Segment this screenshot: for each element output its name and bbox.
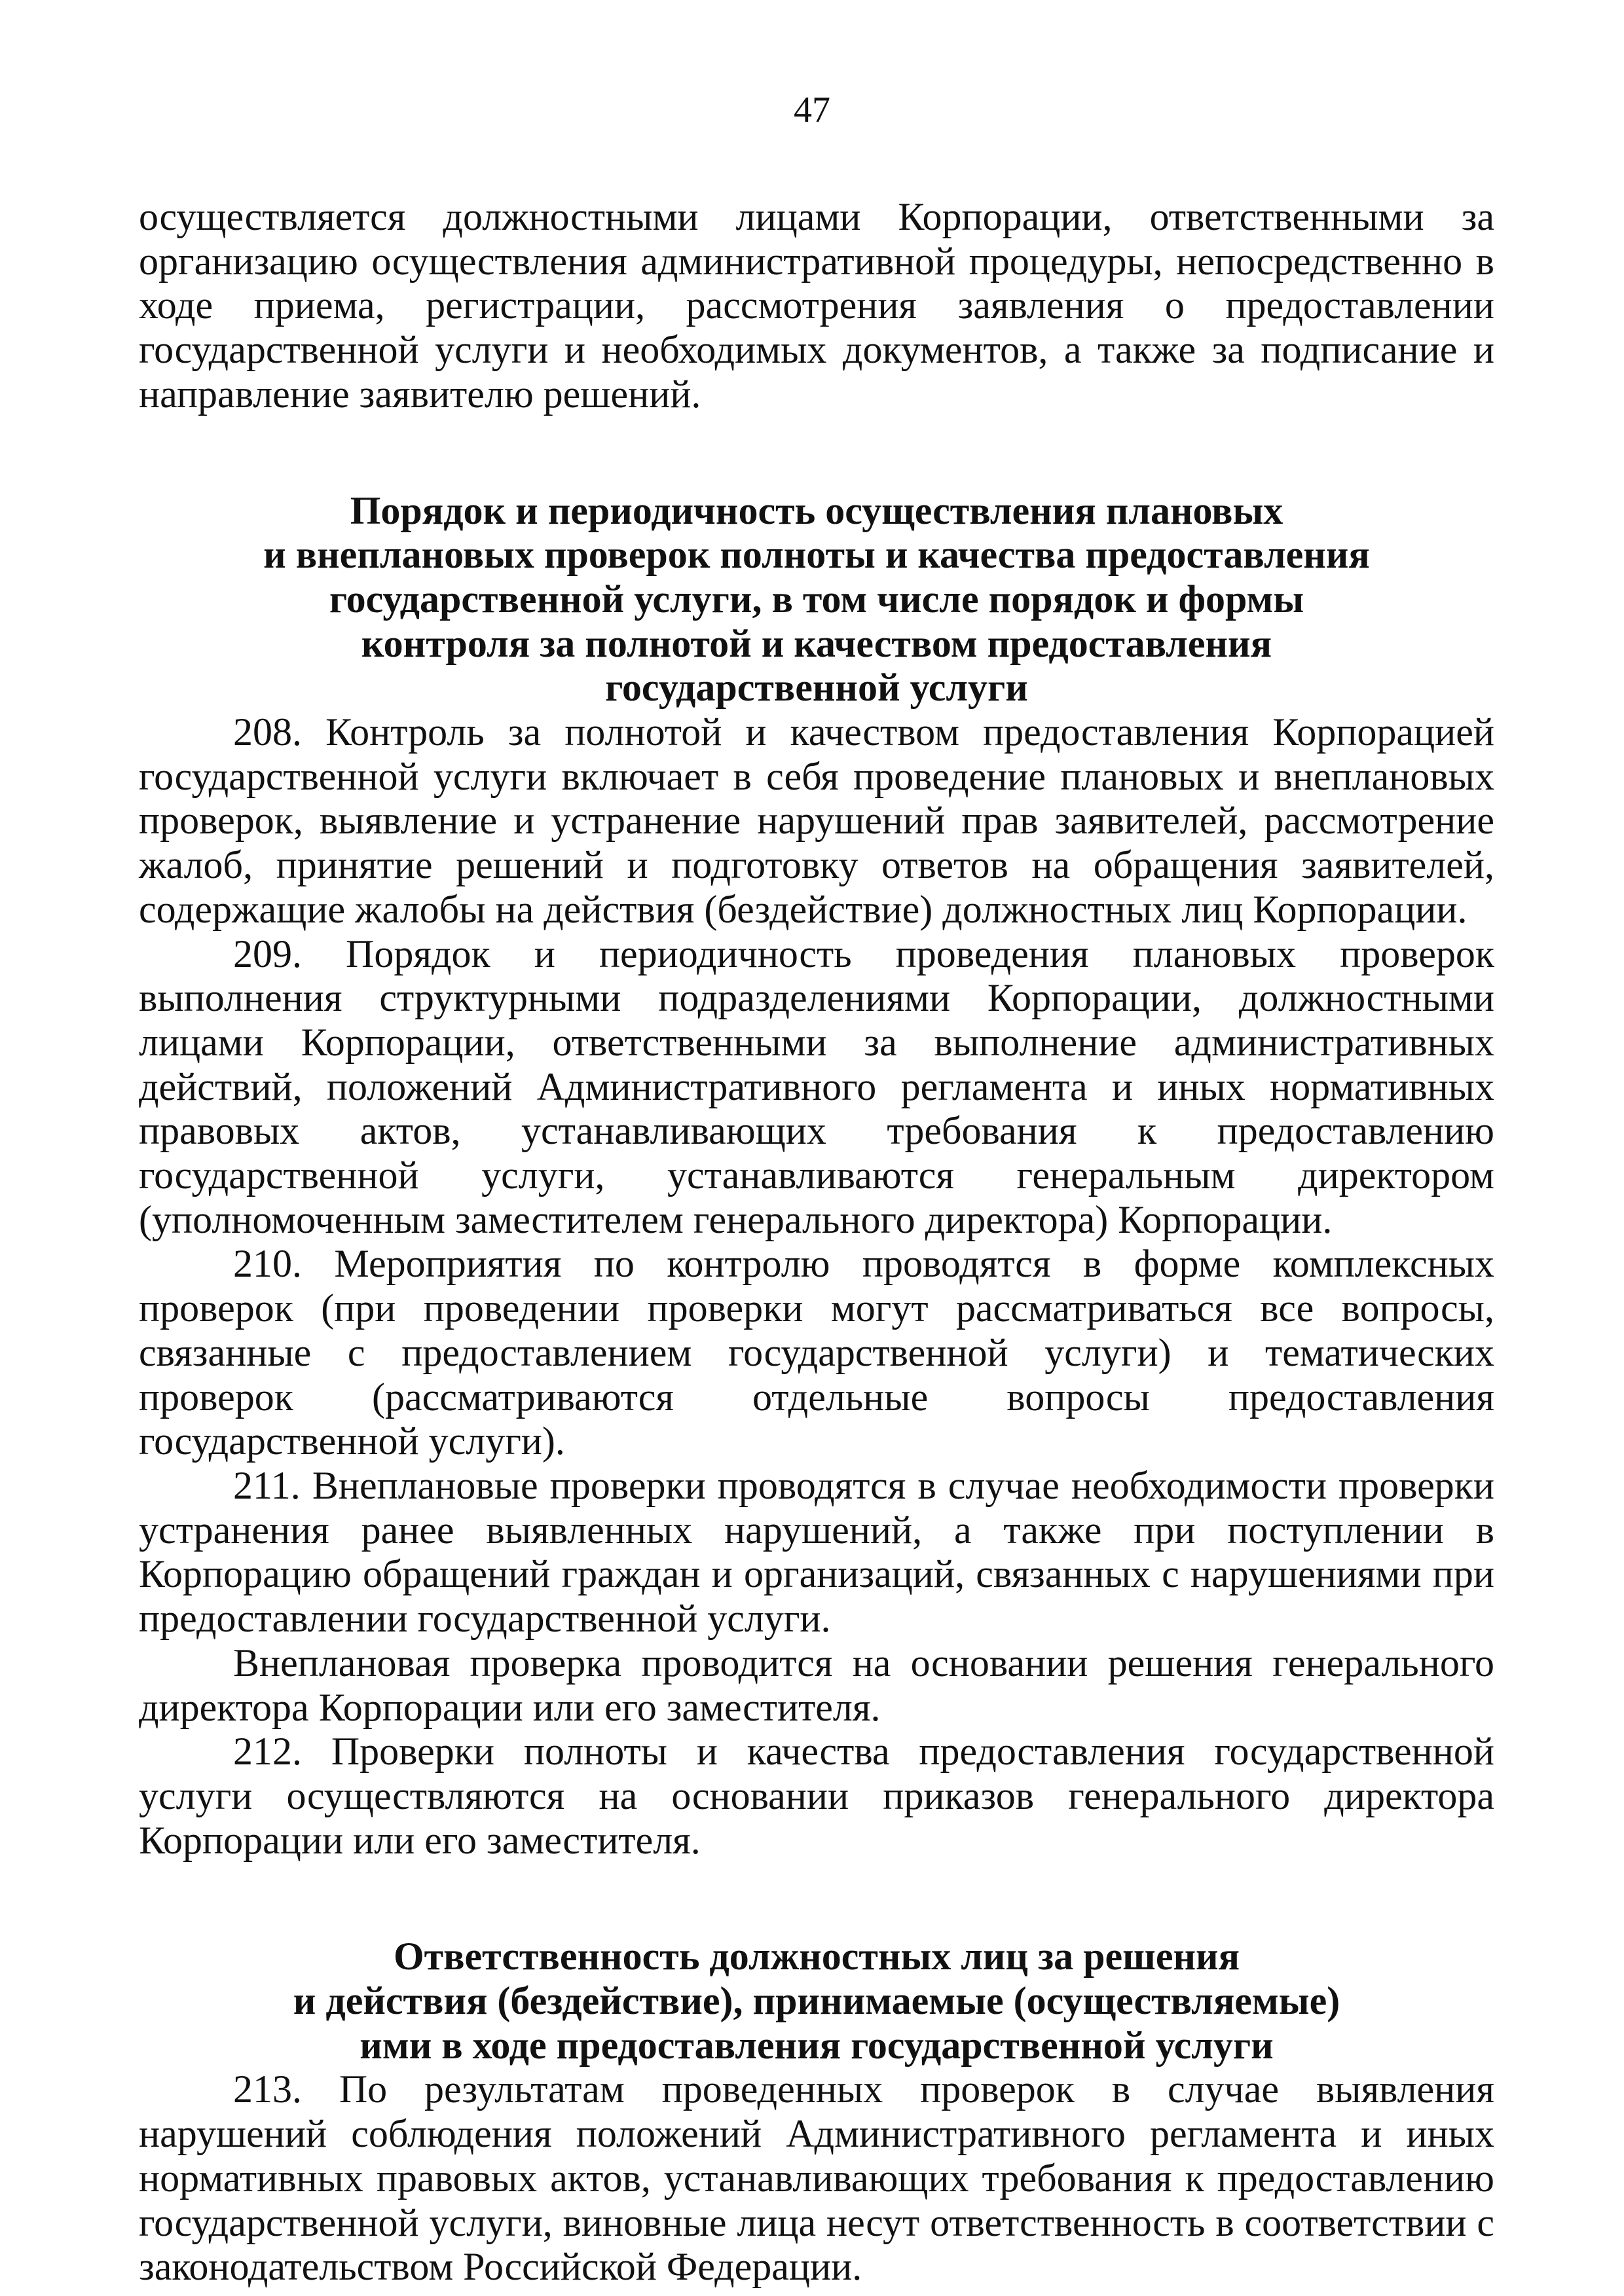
heading-line: государственной услуги bbox=[605, 666, 1028, 710]
page-number: 47 bbox=[794, 90, 830, 130]
heading-line: и действия (бездействие), принимаемые (осуществляемые) bbox=[293, 1979, 1340, 2023]
spacer bbox=[139, 1863, 1494, 1935]
spacer bbox=[139, 417, 1494, 489]
paragraph-213: 213. По результатам проведенных проверок в случае выявления нарушений соблюдения положений Административного регламента и иных нормативных правовых актов, устанавливающих требования к предоставлению государственной услуги, виновные лица несут ответственность в соответствии с законодательством Российской Федерации. bbox=[139, 2068, 1494, 2289]
paragraph-210: 210. Мероприятия по контролю проводятся в форме комплексных проверок (при проведении проверки могут рассматриваться все вопросы, связанные с предоставлением государственной услуги) и тематических проверок (рассматриваются отдельные вопросы предоставления государственной услуги). bbox=[139, 1242, 1494, 1463]
heading-line: и внеплановых проверок полноты и качества предоставления bbox=[263, 533, 1370, 577]
section-heading-inspections bbox=[139, 489, 1494, 711]
document-body bbox=[139, 195, 1494, 2289]
heading-line: государственной услуги, в том числе порядок и формы bbox=[329, 577, 1304, 621]
paragraph-208: 208. Контроль за полнотой и качеством предоставления Корпорацией государственной услуги включает в себя проведение плановых и внеплановых проверок, выявление и устранение нарушений прав заявителей, рассмотрение жалоб, принятие решений и подготовку ответов на обращения заявителей, содержащие жалобы на действия (бездействие) должностных лиц Корпорации. bbox=[139, 710, 1494, 931]
intro-paragraph: осуществляется должностными лицами Корпорации, ответственными за организацию осуществления административной процедуры, непосредственно в ходе приема, регистрации, рассмотрения заявления о предоставлении государственной услуги и необходимых документов, а также за подписание и направление заявителю решений. bbox=[139, 195, 1494, 416]
paragraph-209: 209. Порядок и периодичность проведения плановых проверок выполнения структурными подразделениями Корпорации, должностными лицами Корпорации, ответственными за выполнение административных действий, положений Административного регламента и иных нормативных правовых актов, устанавливающих требования к предоставлению государственной услуги, устанавливаются генеральным директором (уполномоченным заместителем генерального директора) Корпорации. bbox=[139, 932, 1494, 1241]
paragraph-211-continued: Внеплановая проверка проводится на основании решения генерального директора Корпорации или его заместителя. bbox=[139, 1641, 1494, 1729]
heading-line: ими в ходе предоставления государственной услуги bbox=[360, 2023, 1274, 2067]
heading-line: Порядок и периодичность осуществления плановых bbox=[350, 488, 1283, 532]
heading-line: контроля за полнотой и качеством предоставления bbox=[361, 621, 1272, 665]
section-heading-responsibility bbox=[139, 1935, 1494, 2068]
paragraph-211: 211. Внеплановые проверки проводятся в случае необходимости проверки устранения ранее выявленных нарушений, а также при поступлении в Корпорацию обращений граждан и организаций, связанных с нарушениями при предоставлении государственной услуги. bbox=[139, 1463, 1494, 1641]
paragraph-212: 212. Проверки полноты и качества предоставления государственной услуги осуществляются на основании приказов генерального директора Корпорации или его заместителя. bbox=[139, 1730, 1494, 1862]
heading-line: Ответственность должностных лиц за решения bbox=[393, 1935, 1240, 1978]
